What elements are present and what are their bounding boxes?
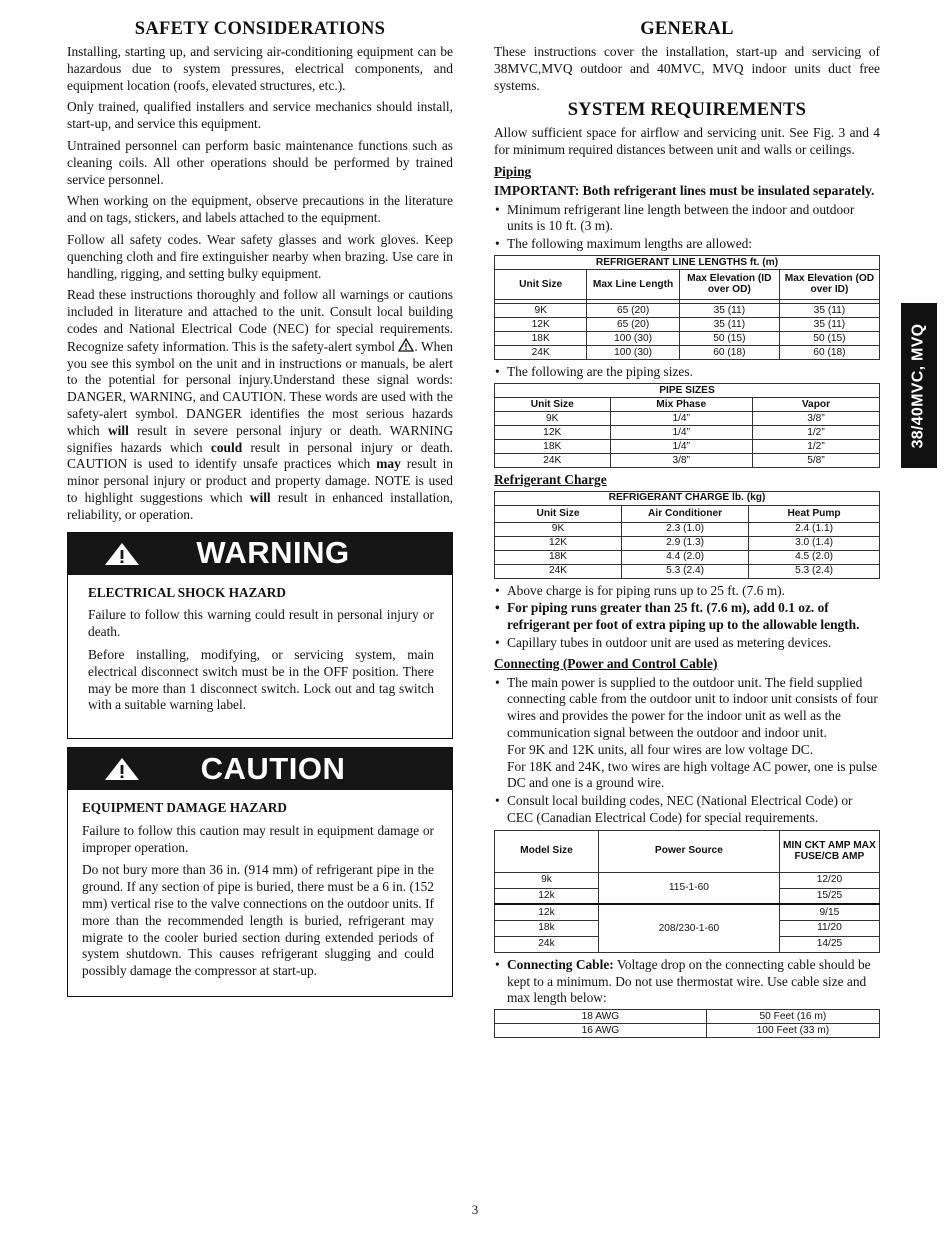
safety-p6-e: result in minor personal injury or product and property damage. NOTE is used to highlight suggestions which (67, 456, 453, 505)
table-cell: 5.3 (2.4) (749, 564, 880, 578)
table-cell: 16 AWG (495, 1024, 707, 1038)
charge-bullet-3: • Capillary tubes in outdoor unit are used as metering devices. (494, 635, 880, 652)
table-cell: 12K (495, 425, 611, 439)
table-row (495, 536, 880, 550)
table-row (495, 425, 880, 439)
could-bold: could (210, 439, 243, 455)
table-cell: 35 (11) (779, 317, 879, 331)
table-cell: 9K (495, 411, 611, 425)
line-table-header: Max Elevation (ID over OD) (679, 269, 779, 299)
table-cell: 18K (495, 550, 622, 564)
table-cell: 12K (495, 536, 622, 550)
may-bold: may (376, 456, 401, 472)
piping-bullet-3: • The following are the piping sizes. (494, 364, 880, 381)
general-paragraph: These instructions cover the installation, start-up and servicing of 38MVC,MVQ outdoor and 40MVC, MVQ indoor units duct free systems. (494, 44, 880, 93)
charge-table-header: Heat Pump (749, 505, 880, 522)
table-row (495, 872, 880, 888)
table-cell: 24K (495, 345, 587, 359)
table-cell: 1/4” (610, 439, 752, 453)
table-row (495, 453, 880, 467)
table-cell: 9k (495, 872, 599, 888)
connecting-list (494, 675, 880, 827)
cable-label: Connecting Cable: (507, 956, 614, 972)
table-cell: 50 (15) (679, 331, 779, 345)
charge-table-header: Unit Size (495, 505, 622, 522)
table-cell: 35 (11) (679, 303, 779, 317)
table-cell: 60 (18) (679, 345, 779, 359)
table-cell: 18K (495, 331, 587, 345)
line-table-caption: REFRIGERANT LINE LENGTHS ft. (m) (495, 255, 880, 269)
piping-heading: Piping (494, 163, 532, 179)
table-cell: 65 (20) (587, 303, 679, 317)
will-bold-1: will (107, 422, 129, 438)
cable-table (494, 1009, 880, 1038)
pipe-table-header: Unit Size (495, 397, 611, 411)
caution-paragraph-1: Failure to follow this caution may result in equipment damage or improper operation. (82, 822, 434, 855)
caution-paragraph-2: Do not bury more than 36 in. (914 mm) of refrigerant pipe in the ground. If any section of pipe is buried, there must be a 6 in. (152 mm) vertical rise to the valve connections on the outdoor units. If more than the recommended length is buried, refrigerant may migrate to the cooler buried section during extended periods of system shutdown. This causes refrigerant slugging and could possibly damage the compressor at start-up. (82, 862, 434, 979)
connecting-bullet-1 (494, 675, 880, 793)
table-row (495, 317, 880, 331)
table-cell: 3/8” (752, 411, 879, 425)
connecting-bullet-1-18k24k: For 18K and 24K, two wires are high voltage AC power, one is pulse DC and one is a ground wire. (507, 758, 878, 791)
table-cell: 12k (495, 904, 599, 920)
system-requirements-title: SYSTEM REQUIREMENTS (567, 100, 807, 121)
table-row (495, 345, 880, 359)
charge-bullet-1: • Above charge is for piping runs up to 25 ft. (7.6 m). (494, 583, 880, 600)
safety-title: SAFETY CONSIDERATIONS (134, 19, 386, 39)
right-column (494, 18, 880, 1042)
table-cell: 2.3 (1.0) (622, 522, 749, 536)
power-source-cell: 115-1-60 (598, 872, 779, 904)
caution-header (68, 748, 452, 790)
charge-table-caption: REFRIGERANT CHARGE lb. (kg) (495, 491, 880, 505)
table-cell: 1/4” (610, 425, 752, 439)
safety-paragraph-4: When working on the equipment, observe precautions in the literature and on tags, stickers, and labels attached to the equipment. (67, 193, 453, 226)
table-row (495, 1010, 880, 1024)
table-cell: 18 AWG (495, 1010, 707, 1024)
table-cell: 100 (30) (587, 331, 679, 345)
power-table (494, 830, 880, 953)
line-length-table (494, 255, 880, 360)
table-cell: 5/8” (752, 453, 879, 467)
safety-paragraph-2: Only trained, qualified installers and service mechanics should install, start-up, and service this equipment. (67, 99, 453, 132)
safety-alert-icon (398, 338, 414, 352)
table-cell: 24K (495, 453, 611, 467)
refrigerant-charge-heading: Refrigerant Charge (494, 471, 607, 487)
table-row (495, 331, 880, 345)
line-table-header: Unit Size (495, 269, 587, 299)
system-requirements-paragraph: Allow sufficient space for airflow and servicing unit. See Fig. 3 and 4 for minimum required distances between unit and walls or ceilings. (494, 125, 880, 158)
cable-text: Voltage drop on the connecting cable should be kept to a minimum. Do not use thermostat wire. Use cable size and max length below: (507, 956, 871, 1006)
table-cell: 1/2” (752, 439, 879, 453)
table-cell: 9K (495, 303, 587, 317)
table-row (495, 564, 880, 578)
table-cell: 14/25 (779, 936, 879, 952)
piping-list-2 (494, 364, 880, 381)
left-column (67, 18, 453, 997)
table-cell: 2.4 (1.1) (749, 522, 880, 536)
will-bold-2: will (249, 489, 271, 505)
warning-box (67, 532, 453, 740)
table-cell: 2.9 (1.3) (622, 536, 749, 550)
safety-paragraph-5: Follow all safety codes. Wear safety glasses and work gloves. Keep quenching cloth and fire extinguisher nearby when brazing. Use care in handling, rigging, and setting bulky equipment. (67, 231, 453, 281)
table-cell: 1/2” (752, 425, 879, 439)
table-cell: 5.3 (2.4) (622, 564, 749, 578)
pipe-sizes-table (494, 383, 880, 468)
piping-bullet-2: • The following maximum lengths are allowed: (494, 236, 880, 253)
warning-paragraph-2: Before installing, modifying, or servicing system, main electrical disconnect switch must be in the OFF position. There may be more than 1 disconnect switch. Lock out and tag switch with a suitable warning label. (88, 646, 434, 713)
warning-paragraph-1: Failure to follow this warning could result in personal injury or death. (88, 607, 434, 640)
table-cell: 35 (11) (779, 303, 879, 317)
table-row (495, 550, 880, 564)
general-title: GENERAL (640, 19, 734, 39)
caution-label: CAUTION (200, 750, 346, 786)
table-cell: 4.4 (2.0) (622, 550, 749, 564)
table-cell: 100 (30) (587, 345, 679, 359)
piping-list (494, 202, 880, 253)
side-tab (901, 303, 937, 468)
connecting-bullet-1-9k12k: For 9K and 12K units, all four wires are low voltage DC. (507, 741, 814, 757)
table-cell: 12k (495, 888, 599, 904)
safety-p6-d: result in personal injury or death. CAUTION is used to identify unsafe practices which (67, 439, 453, 472)
table-row (495, 522, 880, 536)
safety-paragraph-3: Untrained personnel can perform basic maintenance functions such as cleaning coils. All other operations should be performed by trained service personnel. (67, 137, 453, 187)
table-cell: 3/8” (610, 453, 752, 467)
connecting-bullet-2: • Consult local building codes, NEC (National Electrical Code) or CEC (Canadian Electrical Code) for special requirements. (494, 793, 880, 827)
table-row (495, 303, 880, 317)
cable-bullet (494, 957, 880, 1007)
safety-p6-f: result in enhanced installation, reliability, or operation. (67, 489, 454, 522)
power-table-header: MIN CKT AMP MAX FUSE/CB AMP (779, 830, 879, 872)
line-table-header: Max Line Length (587, 269, 679, 299)
warning-label: WARNING (196, 535, 350, 571)
safety-p6-a: Read these instructions thoroughly and follow all warnings or cautions included in literature and attached to the unit. Consult local building codes and National Electrical Code (NEC) for special requirements. Recognize safety information. This is the safety-alert symbol (67, 287, 453, 354)
table-row (495, 411, 880, 425)
table-cell: 1/4” (610, 411, 752, 425)
table-row (495, 1024, 880, 1038)
line-table-header: Max Elevation (OD over ID) (779, 269, 879, 299)
charge-table-header: Air Conditioner (622, 505, 749, 522)
refrigerant-charge-table (494, 491, 880, 579)
warning-heading: ELECTRICAL SHOCK HAZARD (88, 584, 286, 600)
pipe-table-header: Mix Phase (610, 397, 752, 411)
table-cell: 100 Feet (33 m) (706, 1024, 879, 1038)
safety-paragraph-1: Installing, starting up, and servicing air-conditioning equipment can be hazardous due to system pressures, electrical components, and equipment location (roofs, elevated structures, etc.). (67, 44, 453, 93)
pipe-table-caption: PIPE SIZES (495, 383, 880, 397)
table-cell: 24K (495, 564, 622, 578)
piping-bullet-1: • Minimum refrigerant line length between the indoor and outdoor units is 10 ft. (3 m). (494, 202, 880, 236)
table-cell: 18k (495, 920, 599, 936)
table-cell: 4.5 (2.0) (749, 550, 880, 564)
table-cell: 60 (18) (779, 345, 879, 359)
pipe-table-header: Vapor (752, 397, 879, 411)
table-row (495, 439, 880, 453)
caution-heading: EQUIPMENT DAMAGE HAZARD (82, 800, 287, 816)
power-source-cell: 208/230-1-60 (598, 904, 779, 952)
safety-p6-c: result in severe personal injury or death. WARNING signifies hazards which (67, 422, 453, 455)
charge-list (494, 583, 880, 652)
connecting-bullet-1-text: • The main power is supplied to the outdoor unit. The field supplied connecting cable from the outdoor unit to indoor unit consists of four wires and provides the power for the indoor unit as well as the communication signal between the outdoor and indoor unit. (507, 674, 878, 740)
safety-paragraph-6 (67, 287, 453, 523)
table-cell: 35 (11) (679, 317, 779, 331)
cable-list (494, 957, 880, 1007)
piping-important-note: IMPORTANT: Both refrigerant lines must be insulated separately. (494, 182, 875, 198)
table-cell: 3.0 (1.4) (749, 536, 880, 550)
table-cell: 18K (495, 439, 611, 453)
table-cell: 50 (15) (779, 331, 879, 345)
table-cell: 15/25 (779, 888, 879, 904)
caution-box (67, 747, 453, 997)
page-number: 3 (471, 1202, 479, 1217)
warning-header (68, 533, 452, 575)
table-cell: 24k (495, 936, 599, 952)
table-cell: 11/20 (779, 920, 879, 936)
safety-p6-b: . When you see this symbol on the unit and in instructions or manuals, be alert to the potential for personal injury.Understand these signal words: DANGER, WARNING, and CAUTION. These words are used with the safety-alert symbol. DANGER identifies the most serious hazards which (67, 338, 453, 438)
charge-bullet-2: • For piping runs greater than 25 ft. (7.6 m), add 0.1 oz. of refrigerant per foot of extra piping up to the allowable length. (494, 600, 880, 634)
table-cell: 50 Feet (16 m) (706, 1010, 879, 1024)
table-cell: 12/20 (779, 872, 879, 888)
table-cell: 12K (495, 317, 587, 331)
table-cell: 9/15 (779, 904, 879, 920)
power-table-header: Model Size (495, 830, 599, 872)
table-cell: 65 (20) (587, 317, 679, 331)
side-tab-label: 38/40MVC, MVQ (909, 323, 927, 448)
table-row (495, 904, 880, 920)
power-table-header: Power Source (598, 830, 779, 872)
connecting-heading: Connecting (Power and Control Cable) (494, 655, 718, 671)
table-cell: 9K (495, 522, 622, 536)
